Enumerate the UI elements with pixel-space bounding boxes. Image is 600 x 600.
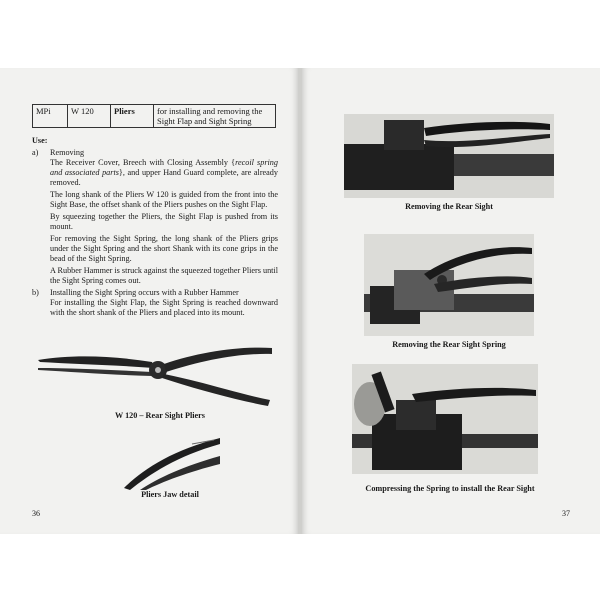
- section-b-body: [32, 298, 278, 318]
- use-heading: Use:: [32, 136, 48, 145]
- section-a-body: [32, 158, 278, 286]
- section-title: Installing the Sight Spring occurs with a Rubber Hammer: [50, 288, 239, 297]
- photo1-caption: Removing the Rear Sight: [405, 202, 493, 211]
- page-number-left: 36: [32, 509, 40, 518]
- section-label: b): [32, 288, 39, 297]
- paragraph: For removing the Sight Spring, the long shank of the Pliers grips under the Sight Spring and the short Shank with its cone grips in the bead of the Sight Spring.: [50, 234, 278, 263]
- tool-table: [32, 104, 276, 128]
- right-page: [302, 68, 600, 534]
- photo-removing-rear-sight: [344, 114, 554, 198]
- pliers-jaw-illustration: [122, 430, 222, 490]
- paragraph-text: }, and upper Hand Guard complete, are already removed.: [50, 168, 278, 187]
- paragraph: A Rubber Hammer is struck against the squeezed together Pliers until the Sight Spring comes out.: [50, 266, 278, 285]
- photo-compressing-spring: [352, 364, 538, 474]
- section-title: Removing: [50, 148, 85, 157]
- table-cell: MPi: [33, 105, 68, 128]
- left-page: [0, 68, 298, 534]
- table-cell: W 120: [68, 105, 111, 128]
- section-label: a): [32, 148, 39, 157]
- page-number-right: 37: [562, 509, 570, 518]
- section-b-heading: [32, 288, 278, 298]
- table-row: [33, 105, 276, 128]
- pliers-caption: W 120 – Rear Sight Pliers: [115, 411, 205, 420]
- paragraph: By squeezing together the Pliers, the Sight Flap is pushed from its mount.: [50, 212, 278, 231]
- photo2-caption: Removing the Rear Sight Spring: [392, 340, 506, 349]
- table-cell: Pliers: [111, 105, 154, 128]
- paragraph-text: The Receiver Cover, Breech with Closing Assembly {: [50, 158, 236, 167]
- photo3-caption: Compressing the Spring to install the Rear Sight: [365, 484, 535, 493]
- paragraph: For installing the Sight Flap, the Sight Spring is reached downward with the short shank of the Pliers and placed into its mount.: [50, 298, 278, 317]
- jaw-caption: Pliers Jaw detail: [141, 490, 199, 499]
- section-a-heading: [32, 148, 278, 158]
- table-cell: for installing and removing the Sight Flap and Sight Spring: [154, 105, 276, 128]
- body-text: [32, 136, 278, 320]
- photo-removing-rear-sight-spring: [364, 234, 534, 336]
- paragraph: [50, 158, 278, 188]
- paragraph: The long shank of the Pliers W 120 is guided from the front into the Sight Base, the offset shank of the Pliers pushes on the Sight Flap.: [50, 190, 278, 209]
- pliers-illustration: [34, 338, 278, 410]
- book-spread: [0, 68, 600, 534]
- italic-text: recoil spring and associated parts: [50, 158, 278, 177]
